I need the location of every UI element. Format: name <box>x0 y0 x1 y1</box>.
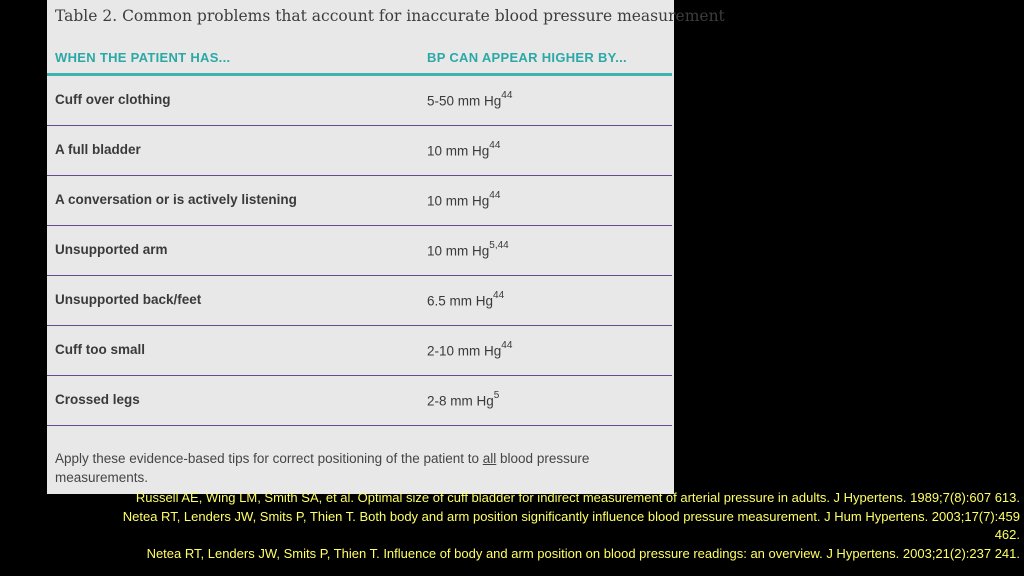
row-condition: A conversation or is actively listening <box>55 192 297 207</box>
column-header-condition: WHEN THE PATIENT HAS... <box>55 50 231 65</box>
row-value: 2-10 mm Hg$^{44}$ <box>427 340 513 359</box>
table-row <box>47 126 672 176</box>
table-panel <box>47 0 725 494</box>
row-reference: 44 <box>501 340 513 351</box>
row-condition: A full bladder <box>55 142 141 157</box>
row-value: 6.5 mm Hg$^{44}$ <box>427 290 505 309</box>
table-title: Table 2. Common problems that account for inaccurate blood pressure measurement <box>55 7 725 25</box>
row-value: 10 mm Hg$^{5,44}$ <box>427 240 509 259</box>
table-row <box>47 376 672 426</box>
reference-item: 462. <box>994 527 1020 542</box>
table-footnote: Apply these evidence-based tips for correct positioning of the patient to all blood pressure measurements. <box>55 451 590 485</box>
row-condition: Cuff over clothing <box>55 92 171 107</box>
row-reference: 44 <box>489 140 501 151</box>
row-condition: Unsupported arm <box>55 242 168 257</box>
references <box>20 489 1020 563</box>
table-row <box>47 176 672 226</box>
row-condition: Cuff too small <box>55 342 145 357</box>
table-row <box>47 276 672 326</box>
table-row <box>47 76 672 126</box>
row-reference: 5,44 <box>489 240 509 251</box>
reference-item: Netea RT, Lenders JW, Smits P, Thien T. Both body and arm position significantly influence blood pressure measurement. J Hum Hypertens. 2003;17(7):459 <box>122 508 1020 524</box>
row-reference: 44 <box>493 290 505 301</box>
table-row <box>47 226 672 276</box>
footnote-emphasis: all <box>482 451 497 466</box>
reference-item: Netea RT, Lenders JW, Smits P, Thien T. Influence of body and arm position on blood pressure readings: an overview. J Hypertens. 2003;21(2):237 241. <box>146 545 1020 561</box>
row-value: 5-50 mm Hg$^{44}$ <box>427 90 513 109</box>
row-value: 2-8 mm Hg$^5$ <box>427 390 500 409</box>
column-header-bp-increase: BP CAN APPEAR HIGHER BY... <box>427 50 627 65</box>
row-value: 10 mm Hg$^{44}$ <box>427 190 501 209</box>
table-row <box>47 326 672 376</box>
reference-item: Russell AE, Wing LM, Smith SA, et al. Optimal size of cuff bladder for indirect measurement of arterial pressure in adults. J Hypertens. 1989;7(8):607 613. <box>135 490 1020 505</box>
row-divider <box>47 425 672 427</box>
row-condition: Unsupported back/feet <box>55 292 202 307</box>
row-condition: Crossed legs <box>55 392 140 407</box>
row-reference: 44 <box>489 190 501 201</box>
row-reference: 44 <box>501 90 513 101</box>
row-reference: 5 <box>493 390 500 401</box>
row-value: 10 mm Hg$^{44}$ <box>427 140 501 159</box>
